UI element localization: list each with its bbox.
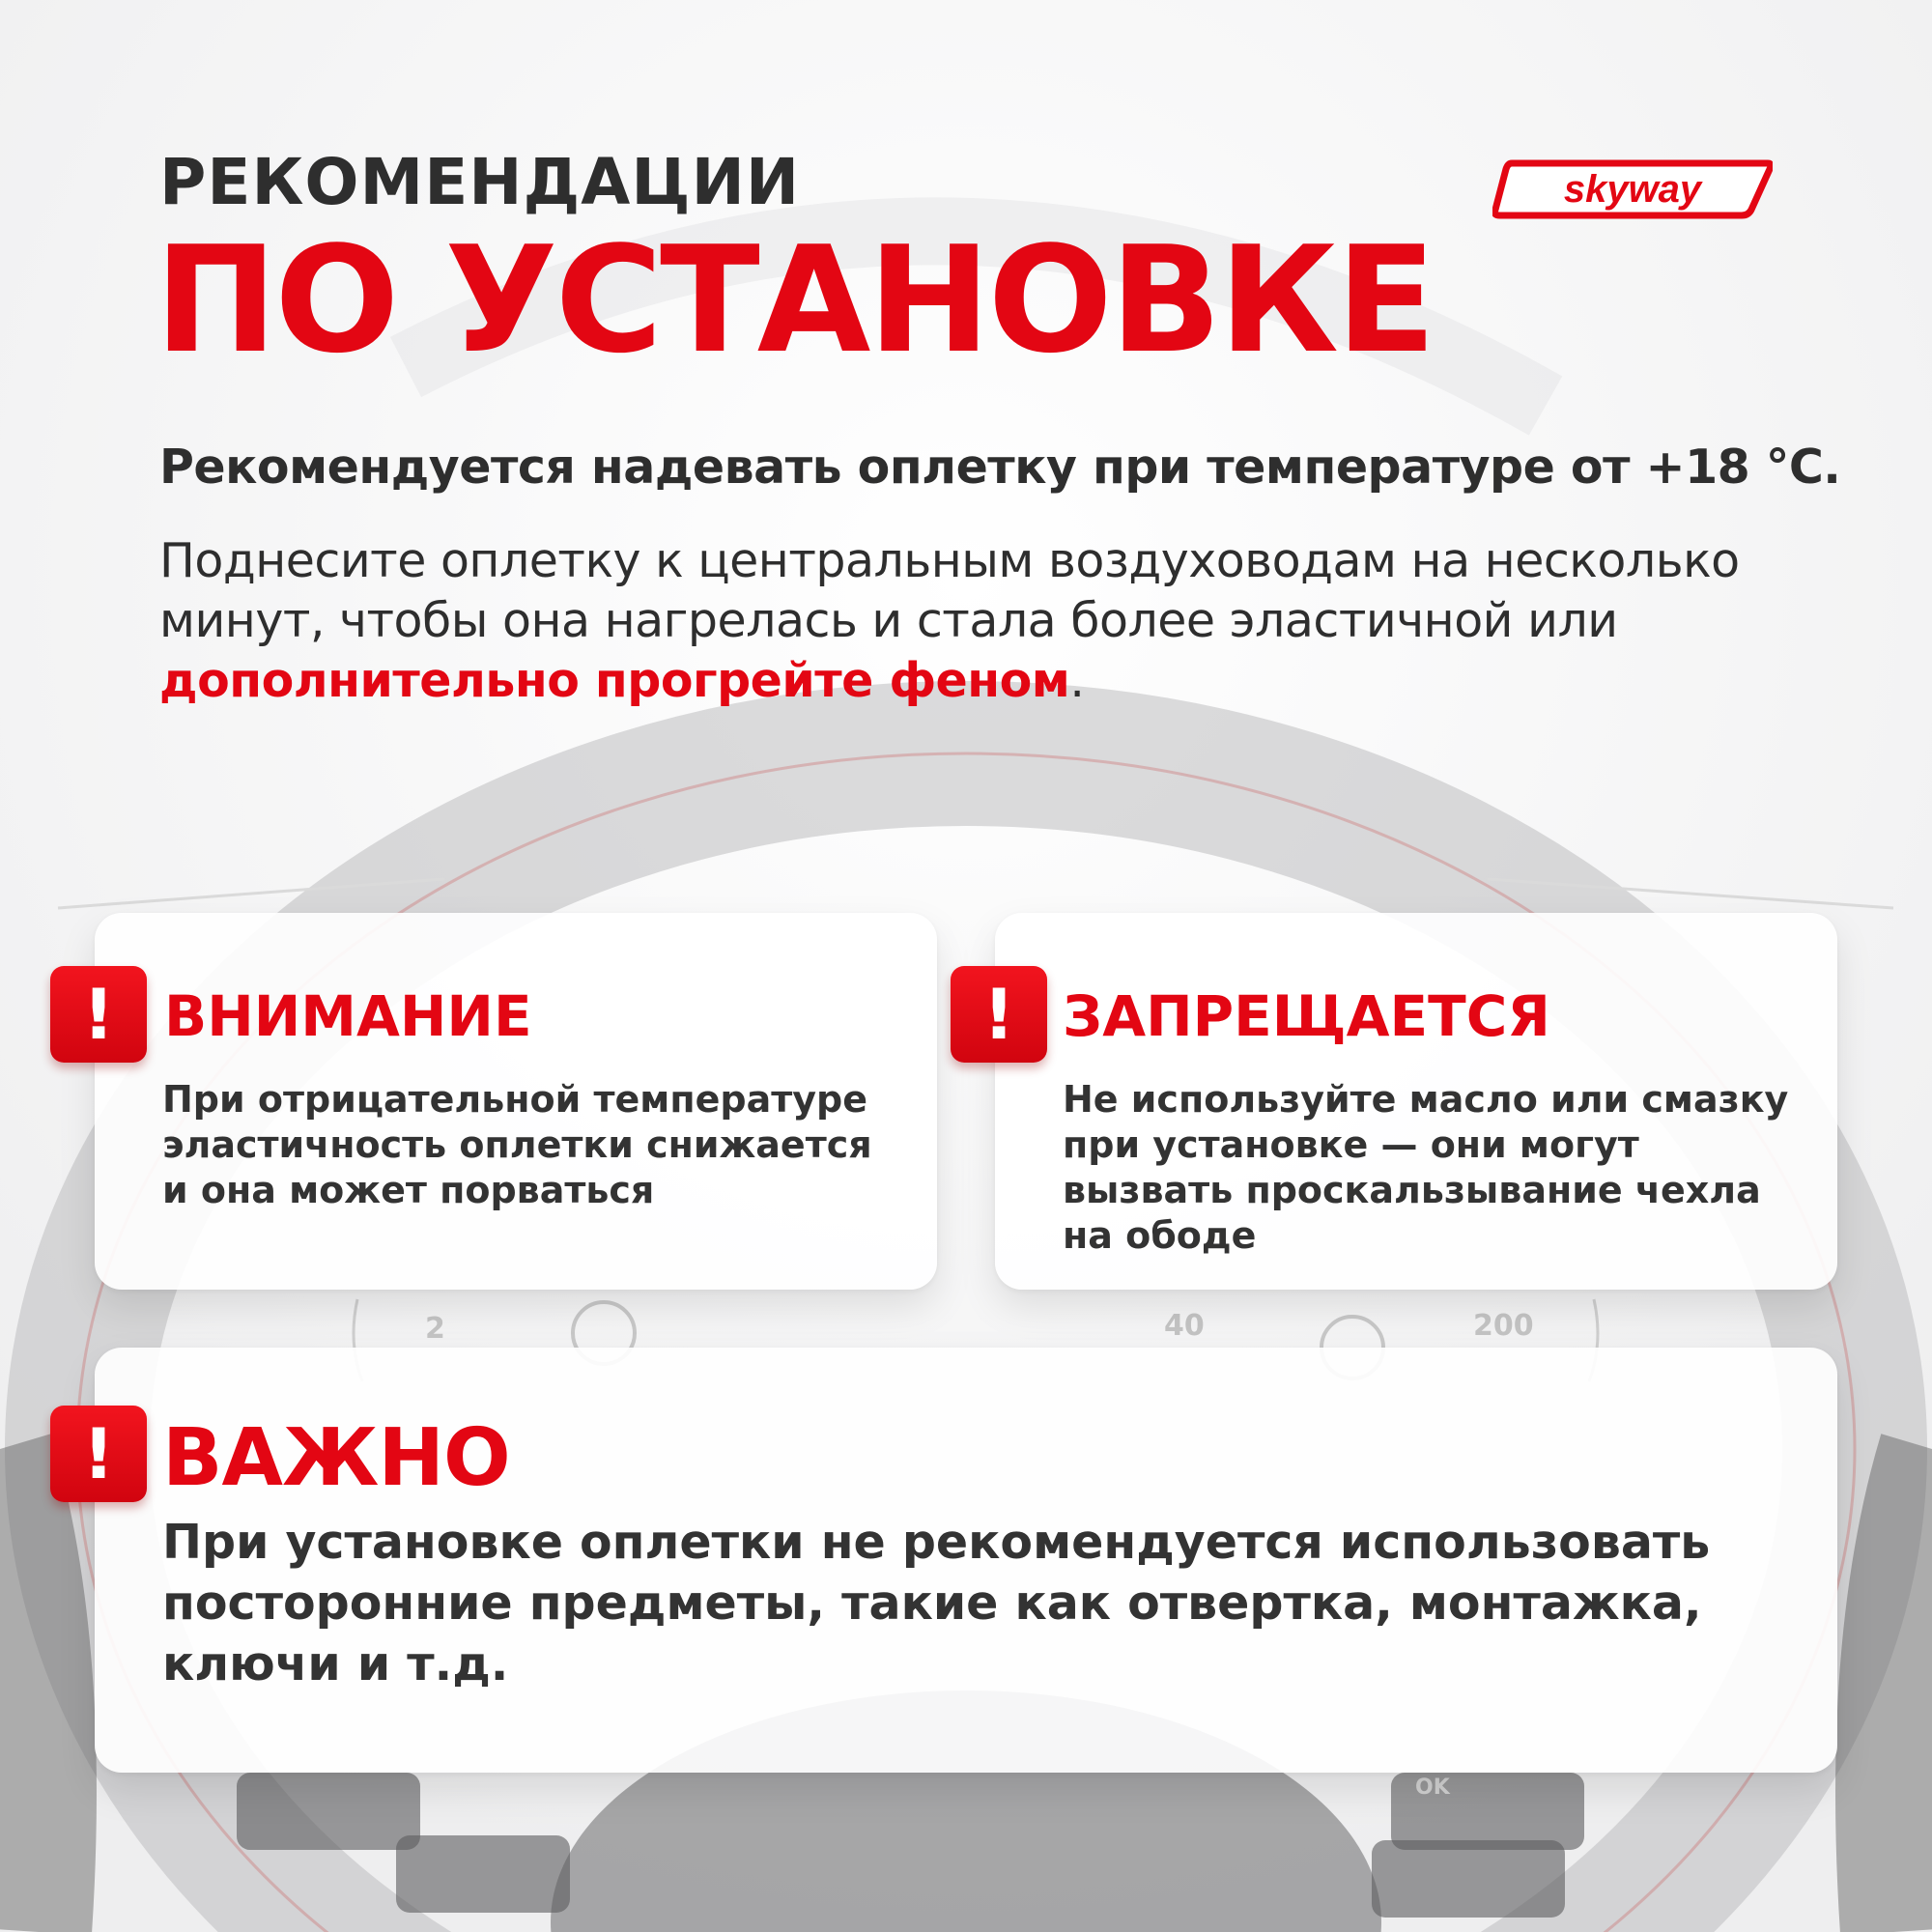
svg-text:skyway: skyway bbox=[1563, 168, 1702, 211]
heating-instructions-text: Поднесите оплетку к центральным воздуховодам на несколько минут, чтобы она нагрелась и стала более эластичной или bbox=[159, 533, 1740, 648]
temperature-recommendation: Рекомендуется надевать оплетку при температуре от +18 °C. bbox=[159, 440, 1841, 495]
page-title-small: РЕКОМЕНДАЦИИ bbox=[159, 145, 801, 219]
important-title: ВАЖНО bbox=[162, 1412, 510, 1504]
heating-instructions bbox=[159, 531, 1860, 711]
page-title-big: ПО УСТАНОВКЕ bbox=[155, 214, 1434, 385]
forbidden-text: Не используйте масло или смазку при установке — они могут вызвать проскальзывание чехла на ободе bbox=[1063, 1078, 1789, 1257]
attention-text: При отрицательной температуре эластичность оплетки снижается и она может порваться bbox=[162, 1078, 872, 1211]
attention-title: ВНИМАНИЕ bbox=[164, 983, 532, 1049]
exclamation-icon: ! bbox=[50, 1406, 147, 1502]
heating-instructions-highlight: дополнительно прогрейте феном bbox=[159, 653, 1070, 708]
exclamation-icon: ! bbox=[951, 966, 1047, 1063]
gauge-label-right: 200 bbox=[1473, 1309, 1534, 1343]
gauge-label-left: 2 bbox=[425, 1312, 445, 1346]
heating-instructions-end: . bbox=[1069, 653, 1085, 708]
forbidden-title: ЗАПРЕЩАЕТСЯ bbox=[1063, 983, 1550, 1049]
ok-button-label: OK bbox=[1415, 1776, 1450, 1800]
gauge-label-mid: 40 bbox=[1164, 1309, 1205, 1343]
skyway-logo bbox=[1492, 159, 1773, 219]
exclamation-icon: ! bbox=[50, 966, 147, 1063]
important-text: При установке оплетки не рекомендуется использовать посторонние предметы, такие как отвертка, монтажка, ключи и т.д. bbox=[162, 1515, 1711, 1691]
